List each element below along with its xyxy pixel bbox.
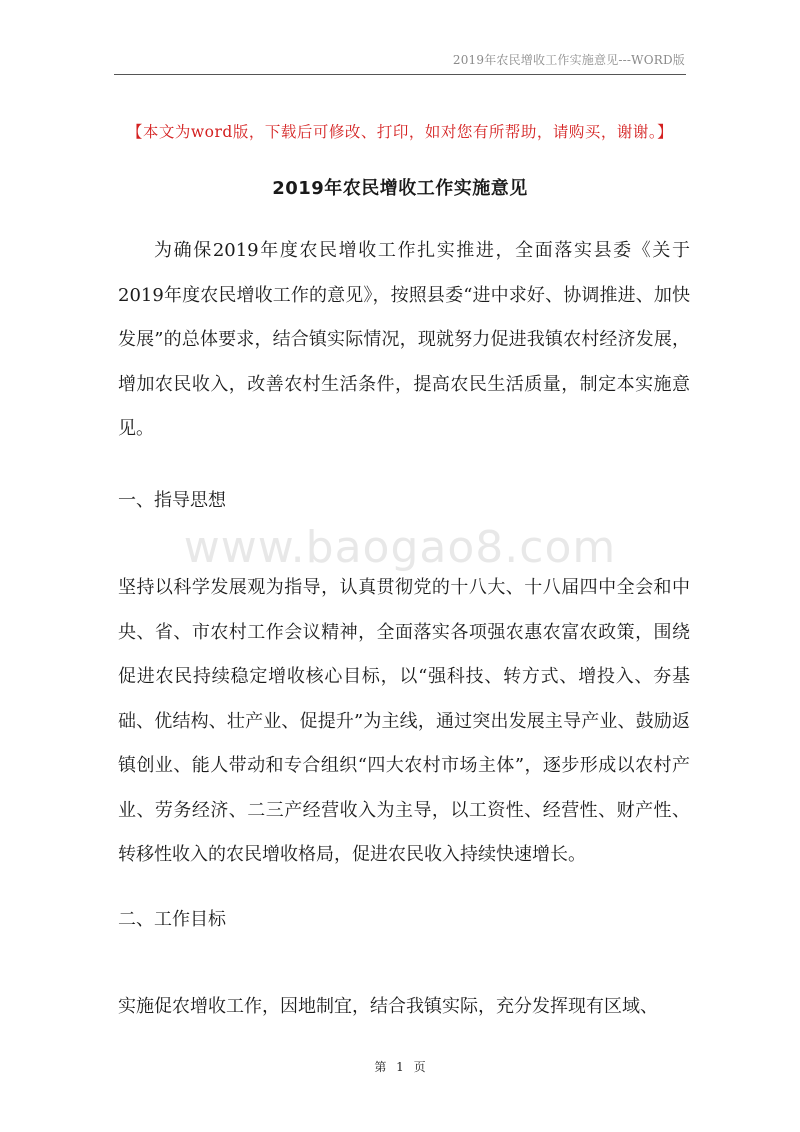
header-divider bbox=[114, 74, 686, 75]
running-header: 2019年农民增收工作实施意见---WORD版 bbox=[452, 53, 685, 67]
document-title: 2019年农民增收工作实施意见 bbox=[272, 178, 528, 199]
page-number: 1 bbox=[396, 1060, 404, 1074]
page-suffix: 页 bbox=[413, 1060, 426, 1074]
intro-paragraph: 为确保2019年度农民增收工作扎实推进，全面落实县委《关于2019年度农民增收工作的意见》，按照县委“进中求好、协调推进、加快发展”的总体要求，结合镇实际情况，现就努力促进我镇农村经济发展，增加农民收入，改善农村生活条件，提高农民生活质量，制定本实施意见。 bbox=[118, 240, 690, 439]
section-heading-work-goals: 二、工作目标 bbox=[118, 909, 226, 930]
page-footer bbox=[0, 1058, 800, 1075]
watermark: www.baogao8.com bbox=[183, 522, 617, 573]
page-prefix: 第 bbox=[374, 1060, 387, 1074]
section-heading-guiding-ideology: 一、指导思想 bbox=[118, 490, 226, 511]
section-paragraph-guiding-ideology: 坚持以科学发展观为指导，认真贯彻党的十八大、十八届四中全会和中央、省、市农村工作会议精神，全面落实各项强农惠农富农政策，围绕促进农民持续稳定增收核心目标，以“强科技、转方式、增投入、夯基础、优结构、壮产业、促提升”为主线，通过突出发展主导产业、鼓励返镇创业、能人带动和专合组织“四大农村市场主体”，逐步形成以农村产业、劳务经济、二三产经营收入为主导，以工资性、经营性、财产性、转移性收入的农民增收格局，促进农民收入持续快速增长。 bbox=[118, 577, 690, 865]
purchase-notice: 【本文为word版，下载后可修改、打印，如对您有所帮助，请购买，谢谢。】 bbox=[126, 123, 674, 141]
section-paragraph-work-goals: 实施促农增收工作，因地制宜，结合我镇实际，充分发挥现有区域、 bbox=[118, 996, 658, 1017]
